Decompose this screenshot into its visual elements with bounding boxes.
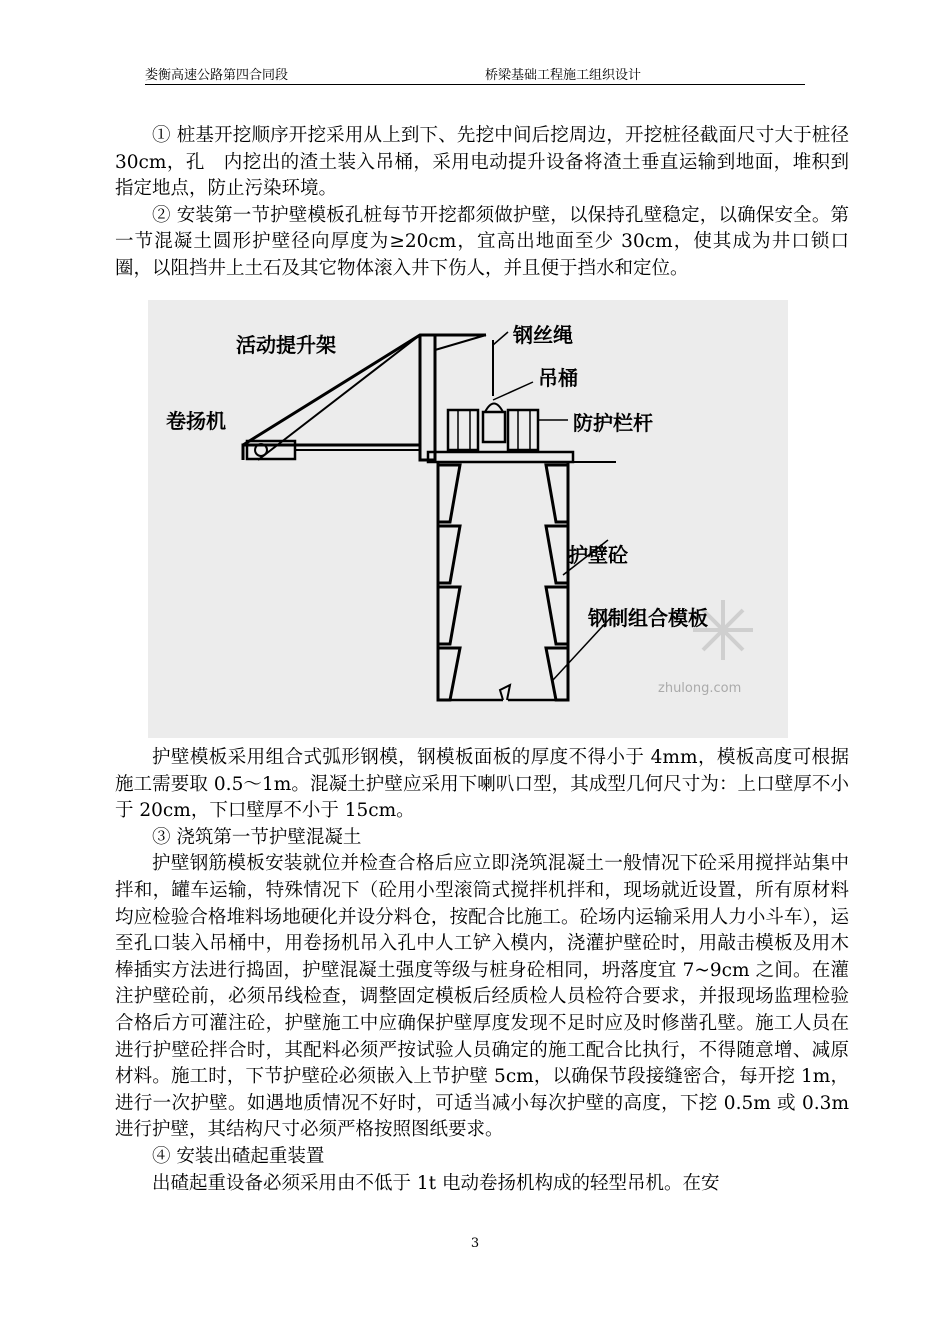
paragraph-first-wall-formwork: ② 安装第一节护壁模板孔桩每节开挖都须做护壁，以保持孔壁稳定，以确保安全。第一节混凝土圆形护壁径向厚度为≥20cm，宜高出地面至少 30cm，使其成为井口锁口圈，以阻挡井上土石及其它物体滚入井下伤人，并且便于挡水和定位。 bbox=[115, 204, 849, 279]
wall-segment bbox=[438, 526, 460, 583]
wall-segment bbox=[546, 648, 568, 700]
label-bucket: 吊桶 bbox=[538, 366, 578, 390]
pile-excavation-diagram bbox=[148, 300, 788, 738]
text-block-top bbox=[115, 123, 849, 283]
section-heading-lifting: ④ 安装出碴起重装置 bbox=[152, 1145, 325, 1167]
header-document-title: 桥梁基础工程施工组织设计 bbox=[485, 68, 642, 83]
wall-segment bbox=[438, 648, 460, 700]
bucket-shape bbox=[483, 412, 505, 442]
railing-right bbox=[508, 410, 538, 450]
diagram-drawing bbox=[148, 300, 788, 738]
label-wall-concrete: 护壁砼 bbox=[568, 543, 628, 567]
paragraph-excavation-order: ① 桩基开挖顺序开挖采用从上到下、先挖中间后挖周边，开挖桩径截面尺寸大于桩径 30cm，孔 内挖出的渣土装入吊桶，采用电动提升设备将渣土垂直运输到地面，堆积到指定地点，防止污染环境。 bbox=[115, 125, 849, 200]
ground-platform bbox=[428, 452, 573, 462]
railing-left bbox=[448, 410, 478, 450]
label-lift-frame: 活动提升架 bbox=[236, 333, 336, 357]
page-number: 3 bbox=[470, 1236, 480, 1251]
wall-segment bbox=[546, 587, 568, 644]
text-block-bottom bbox=[115, 745, 849, 1197]
label-winch: 卷扬机 bbox=[166, 409, 226, 433]
wall-segment bbox=[546, 465, 568, 522]
paragraph-formwork-specs: 护壁模板采用组合式弧形钢模，钢模板面板的厚度不得小于 4mm，模板高度可根据施工需要取 0.5～1m。混凝土护壁应采用下喇叭口型，其成型几何尺寸为：上口壁厚不小于 20cm，下口壁厚不小于 15cm。 bbox=[115, 747, 849, 822]
wall-segment bbox=[438, 465, 460, 522]
label-wire-rope: 钢丝绳 bbox=[513, 323, 573, 347]
paragraph-lifting-equipment: 出碴起重设备必须采用由不低于 1t 电动卷扬机构成的轻型吊机。在安 bbox=[152, 1172, 720, 1194]
label-railing: 防护栏杆 bbox=[573, 411, 653, 435]
wall-segment bbox=[438, 587, 460, 644]
label-steel-formwork: 钢制组合模板 bbox=[588, 606, 708, 630]
section-heading-pour: ③ 浇筑第一节护壁混凝土 bbox=[152, 826, 362, 848]
paragraph-pouring: 护壁钢筋模板安装就位并检查合格后应立即浇筑混凝土一般情况下砼采用搅拌站集中拌和，罐车运输，特殊情况下（砼用小型滚筒式搅拌机拌和，现场就近设置，所有原材料均应检验合格堆料场地硬化并设分料仓，按配合比施工。砼场内运输采用人力小斗车），运至孔口装入吊桶中，用卷扬机吊入孔中人工铲入模内，浇灌护壁砼时，用敲击模板及用木棒插实方法进行捣固，护壁混凝土强度等级与桩身砼相同，坍落度宜 7~9cm 之间。在灌注护壁砼前，必须吊线检查，调整固定模板后经质检人员检符合要求，并报现场监理检验合格后方可灌注砼，护壁施工中应确保护壁厚度发现不足时应及时修凿孔壁。施工人员在进行护壁砼拌合时，其配料必须严按试验人员确定的施工配合比执行，不得随意增、减原材料。施工时，下节护壁砼必须嵌入上节护壁 5cm，以确保节段接缝密合，每开挖 1m，进行一次护壁。如遇地质情况不好时，可适当减小每次护壁的高度，下挖 0.5m 或 0.3m 进行护壁，其结构尺寸必须严格按照图纸要求。 bbox=[115, 853, 849, 1141]
page-header bbox=[145, 62, 805, 85]
watermark-text: zhulong.com bbox=[658, 681, 742, 696]
header-project: 娄衡高速公路第四合同段 bbox=[145, 68, 289, 83]
